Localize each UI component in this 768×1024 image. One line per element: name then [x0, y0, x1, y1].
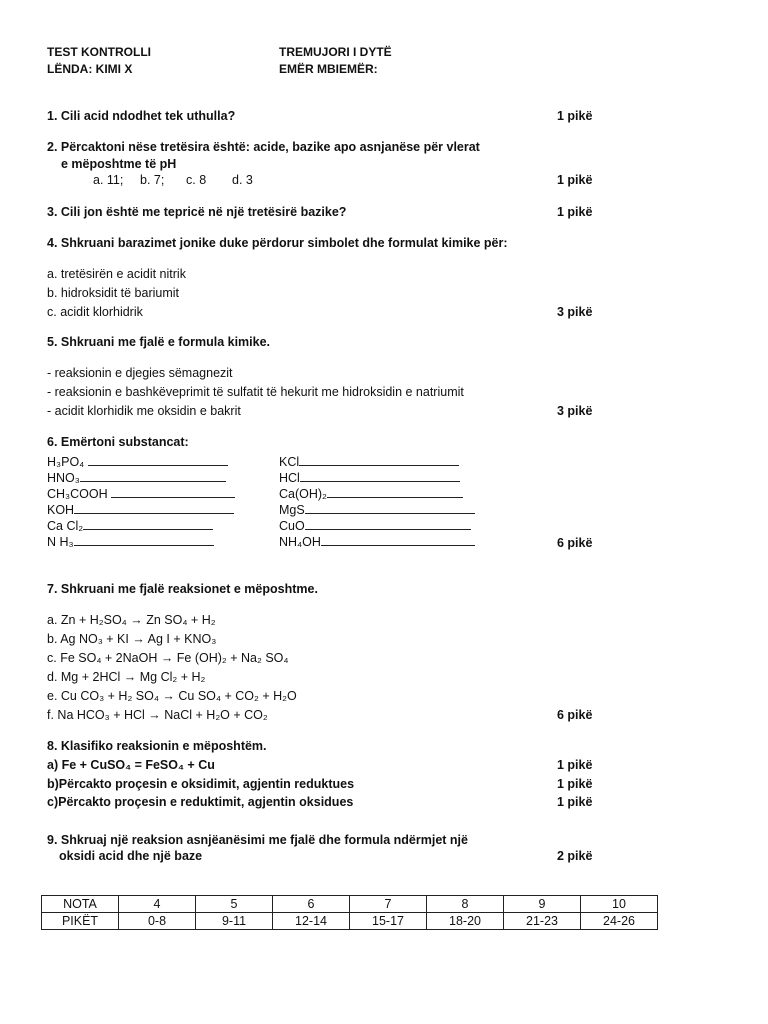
grade-row: [42, 896, 658, 913]
q2-option-a: a. 11;: [93, 173, 124, 187]
grade-table: [41, 895, 658, 930]
question-8: 8. Klasifiko reaksionin e mëposhtëm.: [47, 739, 267, 753]
q5-item-2: - reaksionin e bashkëveprimit të sulfatit të hekurit me hidroksidin e natriumit: [47, 385, 464, 399]
question-4: 4. Shkruani barazimet jonike duke përdorur simbolet dhe formulat kimike për:: [47, 236, 508, 250]
q2-option-b: b. 7;: [140, 173, 165, 187]
question-2-line2: e mëposhtme të pH: [61, 157, 177, 171]
q2-option-d: d. 3: [232, 173, 253, 187]
points-cell: 0-8: [119, 913, 196, 930]
answer-blank[interactable]: [80, 471, 226, 482]
formula: CuO: [279, 519, 305, 533]
formula: KOH: [47, 503, 75, 517]
q5-item-1: - reaksionin e djegies sëmagnezit: [47, 366, 233, 380]
question-1: 1. Cili acid ndodhet tek uthulla?: [47, 109, 236, 123]
q7-reaction-a: a. Zn + H₂SO₄ → Zn SO₄ + H₂: [47, 613, 216, 627]
question-9-line1: 9. Shkruaj një reaksion asnjëanësimi me fjalë dhe formula ndërmjet një: [47, 833, 468, 847]
q6-left-row: [47, 519, 213, 533]
q5-item-3: - acidit klorhidik me oksidin e bakrit: [47, 404, 241, 418]
formula: NH₄OH: [279, 535, 321, 549]
grade-cell: 6: [273, 896, 350, 913]
formula: HNO₃: [47, 471, 80, 485]
points-cell: 15-17: [350, 913, 427, 930]
points-header-cell: PIKËT: [42, 913, 119, 930]
test-title: TEST KONTROLLI: [47, 45, 151, 59]
grade-cell: 9: [504, 896, 581, 913]
formula: N H₃: [47, 535, 74, 549]
formula: MgS: [279, 503, 305, 517]
q6-left-row: [47, 487, 235, 501]
q8-item-b: b)Përcakto proçesin e oksidimit, agjentin reduktues: [47, 777, 355, 791]
points-cell: 24-26: [581, 913, 658, 930]
q6-left-row: [47, 471, 226, 485]
formula: H₃PO₄: [47, 455, 85, 469]
grade-cell: 8: [427, 896, 504, 913]
formula: Ca(OH)₂: [279, 487, 327, 501]
points-cell: 12-14: [273, 913, 350, 930]
answer-blank[interactable]: [305, 519, 471, 530]
answer-blank[interactable]: [74, 503, 234, 514]
points-cell: 21-23: [504, 913, 581, 930]
q4-item-c: c. acidit klorhidrik: [47, 305, 143, 319]
q7-points: 6 pikë: [557, 708, 593, 722]
q8-item-a: a) Fe + CuSO₄ = FeSO₄ + Cu: [47, 758, 215, 772]
answer-blank[interactable]: [300, 471, 460, 482]
grade-cell: 4: [119, 896, 196, 913]
formula: CH₃COOH: [47, 487, 108, 501]
question-2-line1: 2. Përcaktoni nëse tretësira është: acide, bazike apo asnjanëse për vlerat: [47, 140, 480, 154]
q6-right-row: [279, 487, 463, 501]
answer-blank[interactable]: [88, 455, 228, 466]
q7-reaction-d: d. Mg + 2HCl → Mg Cl₂ + H₂: [47, 670, 206, 684]
q8-item-c: c)Përcakto proçesin e reduktimit, agjentin oksidues: [47, 795, 354, 809]
q6-right-row: [279, 455, 459, 469]
grade-cell: 10: [581, 896, 658, 913]
q6-right-row: [279, 503, 475, 517]
answer-blank[interactable]: [74, 535, 214, 546]
answer-blank[interactable]: [83, 519, 213, 530]
q4-points: 3 pikë: [557, 305, 593, 319]
q6-right-row: [279, 471, 460, 485]
q2-points: 1 pikë: [557, 173, 593, 187]
q7-reaction-b: b. Ag NO₃ + KI → Ag I + KNO₃: [47, 632, 217, 646]
q1-points: 1 pikë: [557, 109, 593, 123]
q3-points: 1 pikë: [557, 205, 593, 219]
q6-left-row: [47, 503, 234, 517]
question-9-line2: oksidi acid dhe një baze: [59, 849, 203, 863]
grade-cell: 7: [350, 896, 427, 913]
q7-reaction-e: e. Cu CO₃ + H₂ SO₄ → Cu SO₄ + CO₂ + H₂O: [47, 689, 297, 703]
q6-left-row: [47, 455, 228, 469]
formula: KCl: [279, 455, 300, 469]
q6-points: 6 pikë: [557, 536, 593, 550]
points-cell: 18-20: [427, 913, 504, 930]
formula: Ca Cl₂: [47, 519, 84, 533]
q8-item-b-points: 1 pikë: [557, 777, 593, 791]
grade-cell: 5: [196, 896, 273, 913]
answer-blank[interactable]: [299, 455, 459, 466]
subject-label: LËNDA: KIMI X: [47, 62, 133, 76]
q7-reaction-c: c. Fe SO₄ + 2NaOH → Fe (OH)₂ + Na₂ SO₄: [47, 651, 289, 665]
grade-header-cell: NOTA: [42, 896, 119, 913]
points-cell: 9-11: [196, 913, 273, 930]
q8-item-c-points: 1 pikë: [557, 795, 593, 809]
points-row: [42, 913, 658, 930]
q9-points: 2 pikë: [557, 849, 593, 863]
name-label: EMËR MBIEMËR:: [279, 62, 378, 76]
question-3: 3. Cili jon është me tepricë në një tretësirë bazike?: [47, 205, 347, 219]
question-7: 7. Shkruani me fjalë reaksionet e mëposhtme.: [47, 582, 318, 596]
q7-reaction-f: f. Na HCO₃ + HCl → NaCl + H₂O + CO₂: [47, 708, 268, 722]
formula: HCl: [279, 471, 300, 485]
answer-blank[interactable]: [111, 487, 235, 498]
term-label: TREMUJORI I DYTË: [279, 45, 392, 59]
q6-right-row: [279, 535, 475, 549]
q4-item-a: a. tretësirën e acidit nitrik: [47, 267, 186, 281]
q6-right-row: [279, 519, 471, 533]
question-6: 6. Emërtoni substancat:: [47, 435, 189, 449]
answer-blank[interactable]: [305, 503, 475, 514]
q5-points: 3 pikë: [557, 404, 593, 418]
q2-option-c: c. 8: [186, 173, 207, 187]
q6-left-row: [47, 535, 214, 549]
q4-item-b: b. hidroksidit të bariumit: [47, 286, 180, 300]
answer-blank[interactable]: [327, 487, 463, 498]
q8-item-a-points: 1 pikë: [557, 758, 593, 772]
question-5: 5. Shkruani me fjalë e formula kimike.: [47, 335, 271, 349]
answer-blank[interactable]: [321, 535, 475, 546]
